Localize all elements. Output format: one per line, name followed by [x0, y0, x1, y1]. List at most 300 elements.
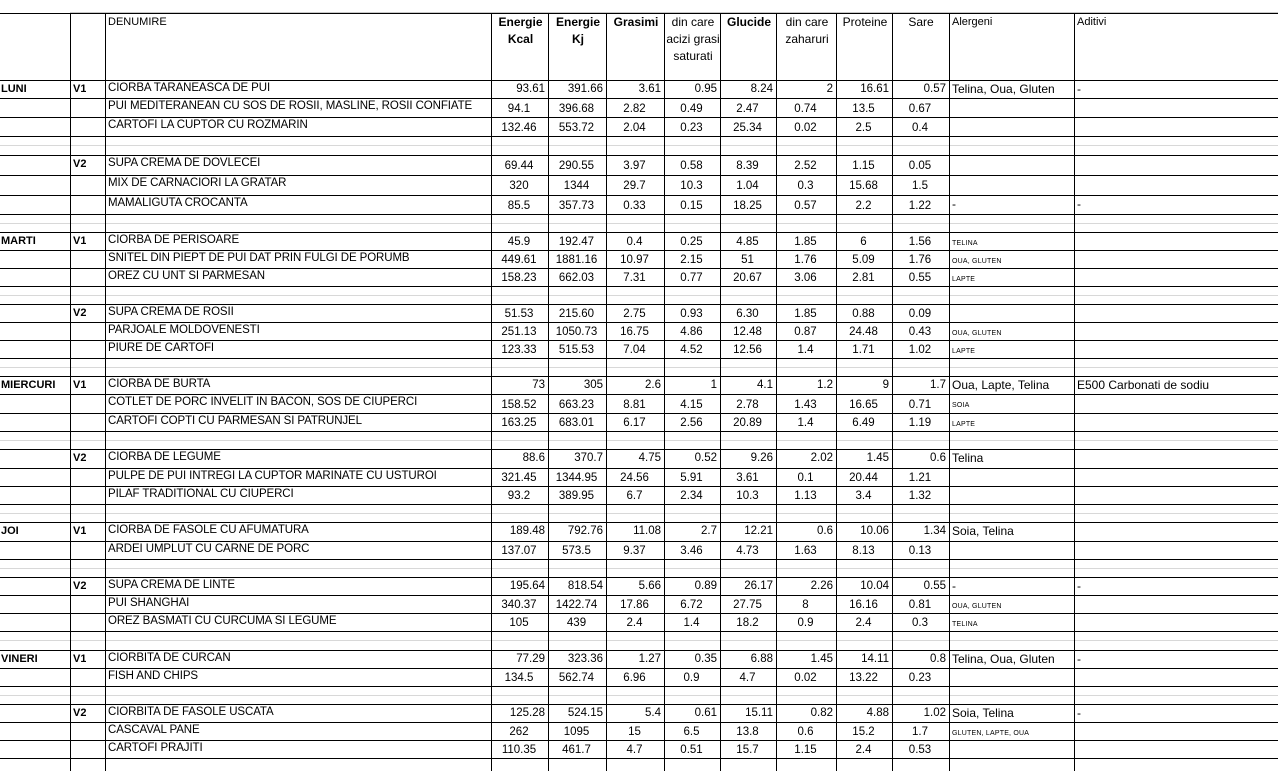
value-salt: 0.09	[908, 308, 932, 320]
value-carb: 15.7	[736, 744, 759, 756]
dish-name: COTLET DE PORC INVELIT IN BACON, SOS DE CIUPERCI	[108, 396, 418, 408]
value-fat: 0.33	[623, 200, 646, 212]
value-kj: 305	[583, 379, 603, 391]
day-label: JOI	[1, 525, 19, 537]
value-kcal: 340.37	[501, 599, 537, 611]
row-border	[0, 431, 1278, 432]
value-prot: 15.68	[849, 180, 878, 192]
value-kcal: 88.6	[522, 452, 545, 464]
value-fat: 2.04	[623, 122, 646, 134]
gap-gridline	[0, 145, 1278, 146]
value-kcal: 132.46	[501, 122, 537, 134]
dish-name: CASCAVAL PANE	[108, 724, 200, 736]
value-carb: 12.48	[733, 326, 762, 338]
value-sat: 2.7	[701, 525, 717, 537]
value-carb: 25.34	[733, 122, 762, 134]
value-prot: 6	[860, 236, 867, 248]
value-sat: 4.52	[680, 344, 703, 356]
value-kcal: 251.13	[501, 326, 537, 338]
value-prot: 2.2	[855, 200, 872, 212]
value-salt: 0.53	[908, 744, 932, 756]
value-kcal: 45.9	[507, 236, 531, 248]
value-sug: 1.85	[794, 308, 817, 320]
value-salt: 1.76	[908, 254, 932, 266]
value-prot: 0.88	[852, 308, 875, 320]
gap-gridline	[0, 513, 1278, 514]
value-sug: 1.76	[794, 254, 817, 266]
allergens-cell: -	[952, 579, 956, 593]
header-name: DENUMIRE	[108, 16, 167, 28]
column-border	[606, 13, 607, 771]
value-sat: 0.35	[694, 653, 717, 665]
allergens-cell: LAPTE	[952, 421, 976, 428]
value-prot: 16.16	[849, 599, 878, 611]
value-kj: 396.68	[558, 103, 595, 115]
value-prot: 2.4	[855, 744, 872, 756]
value-kj: 683.01	[558, 417, 595, 429]
allergens-cell: -	[952, 197, 956, 211]
day-label: MARTI	[1, 235, 36, 247]
allergens-cell: SOIA	[952, 402, 970, 409]
value-salt: 1.02	[923, 707, 946, 719]
value-sug: 1.43	[794, 399, 817, 411]
gap-gridline	[0, 295, 1278, 296]
value-sug: 1.4	[797, 417, 814, 429]
value-sat: 0.95	[694, 83, 717, 95]
value-carb: 15.11	[745, 707, 773, 719]
value-salt: 1.19	[908, 417, 932, 429]
value-carb: 10.3	[736, 490, 759, 502]
value-kcal: 262	[509, 726, 529, 738]
value-sat: 4.86	[680, 326, 703, 338]
value-kj: 192.47	[558, 236, 595, 248]
allergens-cell: Soia, Telina	[952, 706, 1014, 720]
value-salt: 1.34	[923, 525, 946, 537]
allergens-cell: Telina	[952, 451, 984, 465]
value-kj: 323.36	[567, 653, 603, 665]
value-kj: 389.95	[558, 490, 595, 502]
value-carb: 6.88	[750, 653, 773, 665]
value-sug: 0.6	[797, 726, 814, 738]
value-fat: 7.04	[623, 344, 646, 356]
dish-name: CARTOFI COPTI CU PARMESAN SI PATRUNJEL	[108, 415, 362, 427]
row-border	[0, 559, 1278, 560]
value-kj: 1050.73	[555, 326, 598, 338]
value-fat: 2.4	[626, 617, 643, 629]
value-kcal: 77.29	[516, 653, 545, 665]
value-kcal: 123.33	[501, 344, 537, 356]
day-label: VINERI	[1, 653, 38, 665]
value-kcal: 195.64	[509, 580, 545, 592]
value-salt: 1.56	[908, 236, 932, 248]
value-sat: 0.61	[694, 707, 717, 719]
value-salt: 0.71	[908, 399, 932, 411]
value-prot: 20.44	[849, 472, 878, 484]
value-kcal: 110.35	[501, 744, 537, 756]
value-sat: 0.52	[694, 452, 717, 464]
value-fat: 24.56	[620, 472, 649, 484]
value-sug: 0.3	[797, 180, 814, 192]
value-sat: 2.34	[680, 490, 703, 502]
value-sug: 0.57	[794, 200, 817, 212]
column-border	[1074, 13, 1075, 771]
row-border	[0, 631, 1278, 632]
value-prot: 13.5	[852, 103, 875, 115]
value-salt: 1.32	[908, 490, 932, 502]
row-border	[0, 358, 1278, 359]
column-border	[836, 13, 837, 771]
row-border	[0, 136, 1278, 137]
value-sug: 1.15	[794, 744, 817, 756]
value-salt: 0.23	[908, 672, 932, 684]
value-prot: 9	[882, 379, 889, 391]
value-prot: 6.49	[852, 417, 875, 429]
value-kcal: 69.44	[504, 160, 534, 172]
value-kj: 1344.95	[555, 472, 598, 484]
dish-name: CIORBITA DE CURCAN	[108, 652, 231, 664]
dish-name: OREZ CU UNT SI PARMESAN	[108, 270, 266, 282]
value-sat: 6.72	[680, 599, 703, 611]
dish-name: PUI MEDITERANEAN CU SOS DE ROSII, MASLINE, ROSII CONFIATE	[108, 100, 473, 112]
value-carb: 18.2	[736, 617, 759, 629]
value-carb: 9.26	[750, 452, 773, 464]
allergens-cell: TELINA	[952, 621, 978, 628]
value-carb: 6.30	[736, 308, 759, 320]
allergens-cell: OUA, GLUTEN	[952, 258, 1002, 265]
value-kcal: 449.61	[501, 254, 537, 266]
value-salt: 1.02	[908, 344, 932, 356]
value-carb: 20.89	[733, 417, 762, 429]
variant-label: V2	[73, 580, 87, 592]
value-sug: 1.63	[794, 545, 817, 557]
value-carb: 12.56	[733, 344, 762, 356]
value-kj: 662.03	[558, 272, 595, 284]
column-border	[105, 13, 106, 771]
value-fat: 5.4	[645, 707, 661, 719]
value-kj: 357.73	[558, 200, 595, 212]
value-kcal: 158.23	[501, 272, 537, 284]
value-kcal: 73	[532, 379, 545, 391]
additives-cell: -	[1077, 197, 1081, 211]
header-energy-kcal: Energie Kcal	[498, 15, 543, 46]
value-sug: 2.02	[810, 452, 833, 464]
value-kcal: 125.28	[509, 707, 545, 719]
allergens-cell: Soia, Telina	[952, 524, 1014, 538]
value-kj: 391.66	[567, 83, 603, 95]
value-kcal: 320	[509, 180, 529, 192]
header-saturated: din care acizi grasi saturati	[666, 15, 720, 63]
value-prot: 5.09	[852, 254, 875, 266]
value-fat: 3.61	[638, 83, 661, 95]
value-sat: 4.15	[680, 399, 703, 411]
value-salt: 1.5	[912, 180, 928, 192]
dish-name: MAMALIGUTA CROCANTA	[108, 197, 248, 209]
dish-name: PARJOALE MOLDOVENESTI	[108, 324, 260, 336]
value-sat: 0.93	[680, 308, 703, 320]
value-sat: 10.3	[680, 180, 703, 192]
additives-cell: -	[1077, 579, 1081, 593]
value-kj: 1881.16	[555, 254, 598, 266]
row-border	[0, 758, 1278, 759]
allergens-cell: Oua, Lapte, Telina	[952, 378, 1050, 392]
value-prot: 16.61	[860, 83, 889, 95]
value-prot: 24.48	[849, 326, 878, 338]
value-salt: 0.05	[908, 160, 932, 172]
value-sug: 0.6	[817, 525, 833, 537]
value-fat: 16.75	[620, 326, 649, 338]
value-sat: 0.49	[680, 103, 703, 115]
gap-gridline	[0, 223, 1278, 224]
value-carb: 8.24	[750, 83, 773, 95]
variant-label: V1	[73, 379, 87, 391]
allergens-cell: OUA, GLUTEN	[952, 330, 1002, 337]
value-sug: 8	[802, 599, 809, 611]
gap-gridline	[0, 568, 1278, 569]
value-fat: 10.97	[620, 254, 649, 266]
value-prot: 1.45	[866, 452, 889, 464]
value-kcal: 137.07	[501, 545, 537, 557]
value-sug: 3.06	[794, 272, 817, 284]
value-carb: 4.7	[739, 672, 756, 684]
value-carb: 4.85	[736, 236, 759, 248]
value-kcal: 51.53	[504, 308, 534, 320]
value-fat: 4.75	[638, 452, 661, 464]
column-border	[949, 13, 950, 771]
gap-gridline	[0, 640, 1278, 641]
value-kcal: 321.45	[501, 472, 537, 484]
header-energy-kj: Energie Kj	[555, 15, 600, 46]
value-sat: 3.46	[680, 545, 703, 557]
value-kcal: 94.1	[507, 103, 531, 115]
value-sug: 1.45	[810, 653, 833, 665]
value-sug: 0.87	[794, 326, 817, 338]
header-protein: Proteine	[842, 15, 888, 29]
row-border	[0, 504, 1278, 505]
value-fat: 1.27	[638, 653, 661, 665]
value-fat: 2.82	[623, 103, 646, 115]
dish-name: MIX DE CARNACIORI LA GRATAR	[108, 177, 287, 189]
value-prot: 3.4	[855, 490, 872, 502]
value-fat: 11.08	[633, 525, 661, 537]
value-fat: 5.66	[638, 580, 661, 592]
variant-label: V1	[73, 525, 87, 537]
value-carb: 27.75	[733, 599, 762, 611]
value-sug: 0.74	[794, 103, 817, 115]
value-carb: 3.61	[736, 472, 759, 484]
dish-name: SUPA CREMA DE LINTE	[108, 579, 235, 591]
value-sug: 0.1	[797, 472, 814, 484]
column-border	[892, 13, 893, 771]
value-sat: 0.15	[680, 200, 703, 212]
header-carbs: Glucide	[726, 15, 771, 29]
value-salt: 0.8	[930, 653, 946, 665]
day-label: LUNI	[1, 83, 27, 95]
value-sat: 1	[710, 379, 717, 391]
value-kj: 215.60	[558, 308, 595, 320]
gap-gridline	[0, 695, 1278, 696]
header-allergens: Alergeni	[952, 16, 993, 28]
value-salt: 0.6	[930, 452, 946, 464]
dish-name: ARDEI UMPLUT CU CARNE DE PORC	[108, 543, 310, 555]
additives-cell: -	[1077, 706, 1081, 720]
dish-name: OREZ BASMATI CU CURCUMA SI LEGUME	[108, 615, 337, 627]
dish-name: PILAF TRADITIONAL CU CIUPERCI	[108, 488, 294, 500]
column-border	[548, 13, 549, 771]
value-kj: 370.7	[574, 452, 603, 464]
header-additives: Aditivi	[1077, 16, 1107, 28]
value-sat: 5.91	[680, 472, 703, 484]
value-prot: 8.13	[852, 545, 875, 557]
value-carb: 12.21	[744, 525, 773, 537]
dish-name: CIORBA DE BURTA	[108, 378, 211, 390]
value-fat: 0.4	[626, 236, 643, 248]
value-sat: 0.89	[694, 580, 717, 592]
value-salt: 0.55	[908, 272, 932, 284]
variant-label: V1	[73, 235, 87, 247]
value-prot: 2.81	[852, 272, 875, 284]
dish-name: CARTOFI PRAJITI	[108, 742, 203, 754]
additives-cell: -	[1077, 652, 1081, 666]
value-sug: 0.9	[797, 617, 814, 629]
value-fat: 6.17	[623, 417, 646, 429]
allergens-cell: OUA, GLUTEN	[952, 603, 1002, 610]
value-salt: 0.3	[912, 617, 928, 629]
dish-name: CIORBA DE LEGUME	[108, 451, 221, 463]
allergens-cell: LAPTE	[952, 276, 976, 283]
column-border	[664, 13, 665, 771]
value-prot: 1.15	[852, 160, 875, 172]
value-salt: 0.4	[912, 122, 928, 134]
value-fat: 17.86	[620, 599, 649, 611]
value-kcal: 105	[509, 617, 529, 629]
value-sug: 2	[826, 83, 833, 95]
value-kj: 663.23	[558, 399, 595, 411]
dish-name: FISH AND CHIPS	[108, 670, 198, 682]
allergens-cell: Telina, Oua, Gluten	[952, 652, 1055, 666]
column-border	[776, 13, 777, 771]
value-salt: 1.7	[930, 379, 946, 391]
value-prot: 2.5	[855, 122, 872, 134]
value-prot: 10.06	[860, 525, 889, 537]
value-fat: 3.97	[623, 160, 646, 172]
dish-name: SUPA CREMA DE DOVLECEI	[108, 157, 261, 169]
value-salt: 1.22	[908, 200, 932, 212]
value-fat: 6.96	[623, 672, 646, 684]
value-carb: 1.04	[736, 180, 759, 192]
value-prot: 14.11	[861, 653, 889, 665]
value-sug: 0.02	[794, 672, 817, 684]
variant-label: V2	[73, 707, 87, 719]
value-salt: 1.7	[912, 726, 928, 738]
dish-name: PULPE DE PUI INTREGI LA CUPTOR MARINATE CU USTUROI	[108, 470, 437, 482]
value-prot: 1.71	[852, 344, 875, 356]
dish-name: SNITEL DIN PIEPT DE PUI DAT PRIN FULGI DE PORUMB	[108, 252, 410, 264]
header-sugars: din care zaharuri	[785, 15, 829, 46]
value-sat: 2.15	[680, 254, 703, 266]
value-sug: 2.52	[794, 160, 817, 172]
day-label: MIERCURI	[1, 379, 56, 391]
value-sat: 0.51	[680, 744, 703, 756]
value-salt: 0.81	[908, 599, 932, 611]
value-fat: 8.81	[623, 399, 646, 411]
variant-label: V2	[73, 307, 87, 319]
dish-name: SUPA CREMA DE ROSII	[108, 306, 234, 318]
value-carb: 26.17	[744, 580, 773, 592]
value-salt: 1.21	[908, 472, 932, 484]
value-fat: 2.75	[623, 308, 646, 320]
value-sat: 0.25	[680, 236, 703, 248]
value-kj: 553.72	[558, 122, 595, 134]
value-fat: 29.7	[623, 180, 646, 192]
value-sat: 2.56	[680, 417, 703, 429]
value-kj: 290.55	[558, 160, 595, 172]
column-border	[491, 13, 492, 771]
value-carb: 18.25	[733, 200, 762, 212]
value-sat: 0.58	[680, 160, 703, 172]
value-salt: 0.43	[908, 326, 932, 338]
allergens-cell: TELINA	[952, 240, 978, 247]
row-border	[0, 214, 1278, 215]
row-border	[0, 686, 1278, 687]
value-kj: 1095	[563, 726, 590, 738]
dish-name: CIORBA DE FASOLE CU AFUMATURA	[108, 524, 309, 536]
allergens-cell: GLUTEN, LAPTE, OUA	[952, 730, 1030, 737]
value-carb: 51	[741, 254, 754, 266]
value-sat: 0.9	[683, 672, 700, 684]
additives-cell: -	[1077, 82, 1081, 96]
value-sat: 1.4	[683, 617, 700, 629]
value-kj: 515.53	[558, 344, 595, 356]
value-sug: 1.2	[817, 379, 833, 391]
column-border	[70, 13, 71, 771]
variant-label: V2	[73, 158, 87, 170]
value-kj: 1422.74	[555, 599, 598, 611]
variant-label: V2	[73, 452, 87, 464]
value-prot: 10.04	[860, 580, 889, 592]
column-border	[720, 13, 721, 771]
value-prot: 16.65	[849, 399, 878, 411]
value-sat: 0.23	[680, 122, 703, 134]
value-prot: 4.88	[866, 707, 889, 719]
value-salt: 0.67	[908, 103, 932, 115]
gap-gridline	[0, 440, 1278, 441]
value-prot: 13.22	[849, 672, 878, 684]
value-sug: 0.02	[794, 122, 817, 134]
dish-name: CIORBITA DE FASOLE USCATA	[108, 706, 274, 718]
dish-name: CARTOFI LA CUPTOR CU ROZMARIN	[108, 119, 308, 131]
value-salt: 0.55	[923, 580, 946, 592]
value-carb: 4.73	[736, 545, 759, 557]
value-kj: 461.7	[562, 744, 591, 756]
dish-name: CIORBA TARANEASCA DE PUI	[108, 82, 271, 94]
allergens-cell: Telina, Oua, Gluten	[952, 82, 1055, 96]
row-border	[0, 286, 1278, 287]
value-sug: 1.85	[794, 236, 817, 248]
gap-gridline	[0, 367, 1278, 368]
value-carb: 8.39	[736, 160, 759, 172]
value-kj: 792.76	[567, 525, 603, 537]
value-carb: 2.47	[736, 103, 759, 115]
value-kj: 1344	[563, 180, 590, 192]
value-prot: 2.4	[855, 617, 872, 629]
value-kcal: 134.5	[504, 672, 534, 684]
dish-name: CIORBA DE PERISOARE	[108, 234, 240, 246]
variant-label: V1	[73, 83, 87, 95]
value-kcal: 163.25	[501, 417, 537, 429]
dish-name: PIURE DE CARTOFI	[108, 342, 214, 354]
value-kj: 439	[566, 617, 587, 629]
value-carb: 20.67	[733, 272, 762, 284]
